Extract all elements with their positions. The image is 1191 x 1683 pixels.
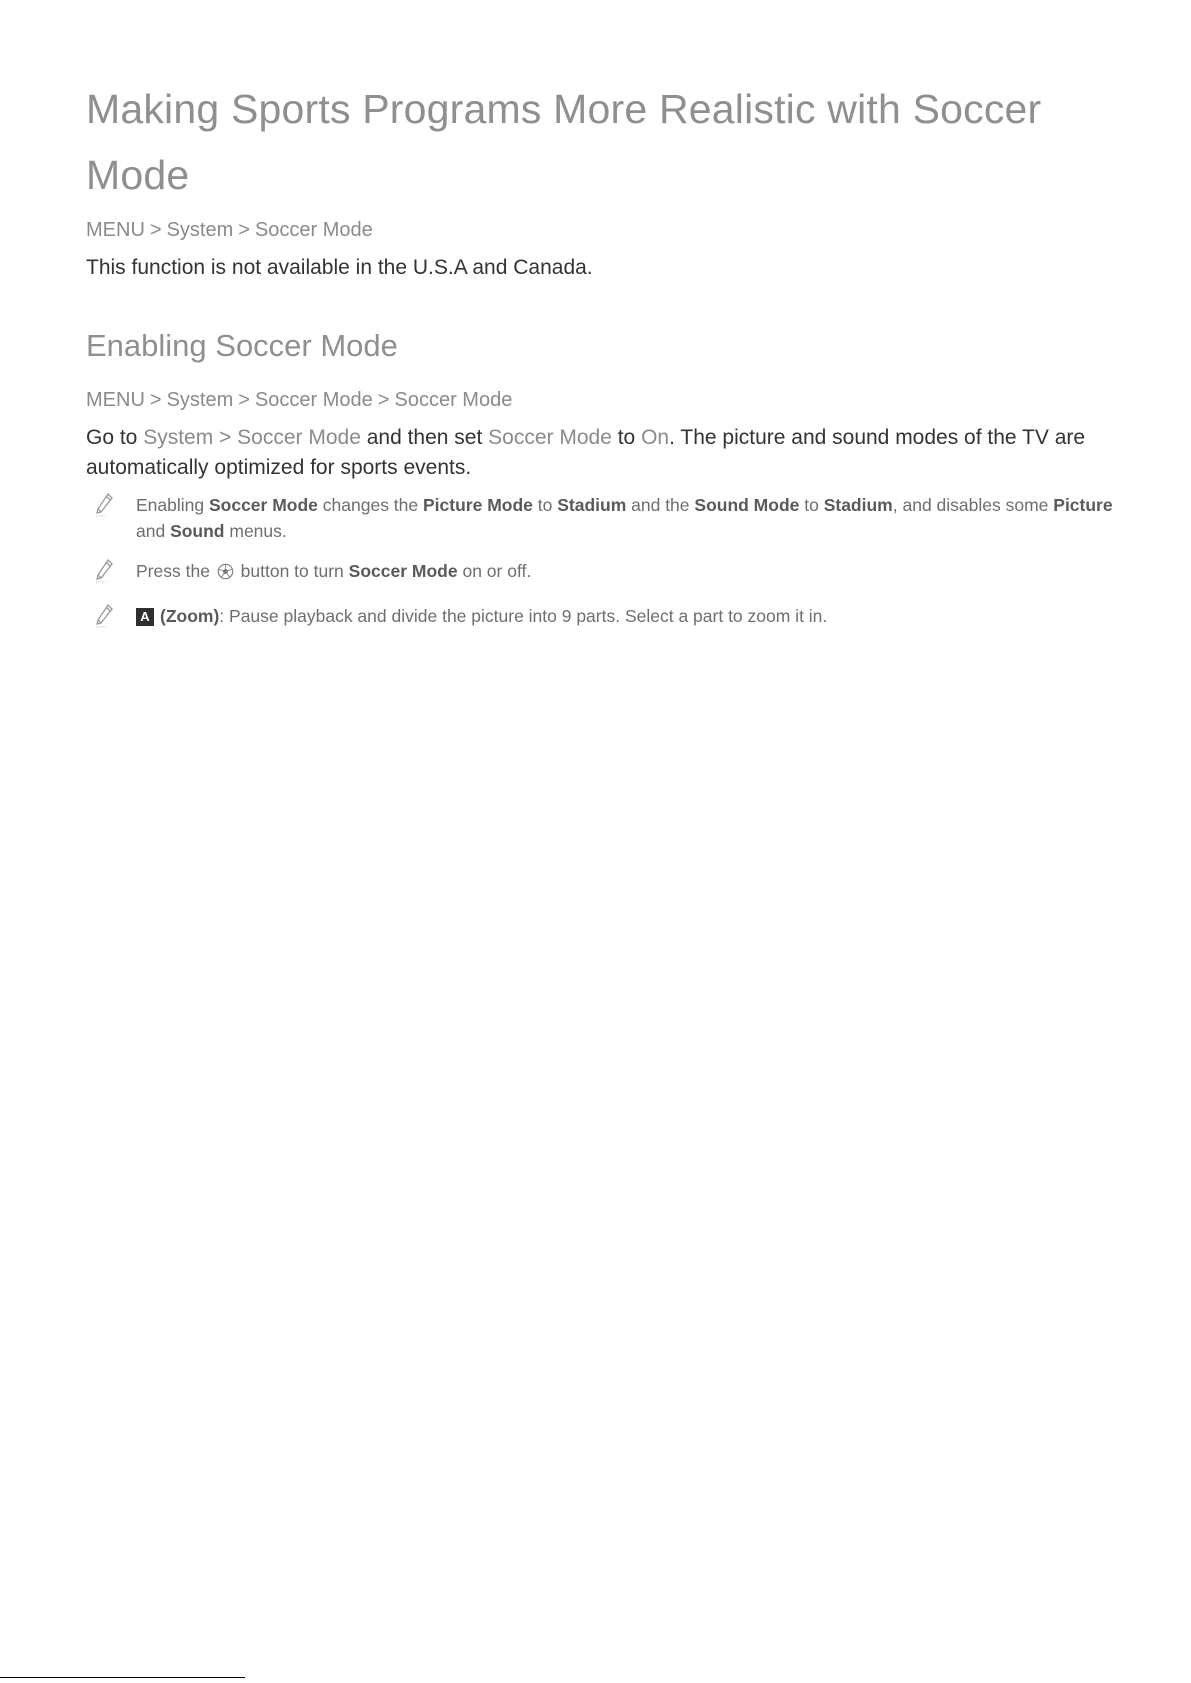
note-text: Press the button to turn Soccer Mode on or off. bbox=[136, 561, 532, 581]
page-title: Making Sports Programs More Realistic with Soccer Mode bbox=[86, 86, 1042, 198]
menu-path-separator: > bbox=[238, 389, 250, 411]
availability-note: This function is not available in the U.S.A and Canada. bbox=[86, 256, 593, 279]
pencil-note-icon bbox=[94, 492, 114, 518]
menu-highlight: On bbox=[641, 426, 670, 449]
menu-path-separator: > bbox=[238, 219, 250, 241]
pencil-note-icon bbox=[94, 603, 114, 629]
menu-path-item: MENU bbox=[86, 389, 145, 411]
menu-path-separator: > bbox=[149, 389, 162, 411]
menu-highlight: System bbox=[143, 426, 214, 449]
menu-path-separator: > bbox=[377, 389, 390, 411]
menu-path-item: Soccer Mode bbox=[394, 389, 513, 411]
menu-path-item: System bbox=[166, 219, 234, 241]
section-title: Enabling Soccer Mode bbox=[86, 328, 398, 363]
menu-path-item: Soccer Mode bbox=[254, 219, 373, 241]
menu-highlight: Soccer Mode bbox=[237, 426, 361, 449]
menu-path bbox=[86, 219, 373, 242]
section-menu-path bbox=[86, 389, 512, 412]
menu-path-item: Soccer Mode bbox=[254, 389, 373, 411]
menu-path-item: System bbox=[166, 389, 234, 411]
menu-path-separator: > bbox=[149, 219, 162, 241]
section-body: Go to System > Soccer Mode and then set Soccer Mode to On. The picture and sound modes of the TV are automatically optimized for sports events. bbox=[86, 426, 1086, 479]
a-button-key: A bbox=[136, 608, 154, 626]
pencil-note-icon bbox=[94, 558, 114, 584]
menu-highlight: Soccer Mode bbox=[488, 426, 612, 449]
menu-path-item: MENU bbox=[86, 219, 145, 241]
footer-rule bbox=[0, 1677, 245, 1678]
note-text: A (Zoom): Pause playback and divide the picture into 9 parts. Select a part to zoom it in. bbox=[136, 603, 1116, 629]
soccer-ball-icon bbox=[217, 563, 234, 580]
note-text: Enabling Soccer Mode changes the Picture Mode to Stadium and the Sound Mode to Stadium, and disables some Picture and Sound menus. bbox=[136, 495, 1113, 541]
